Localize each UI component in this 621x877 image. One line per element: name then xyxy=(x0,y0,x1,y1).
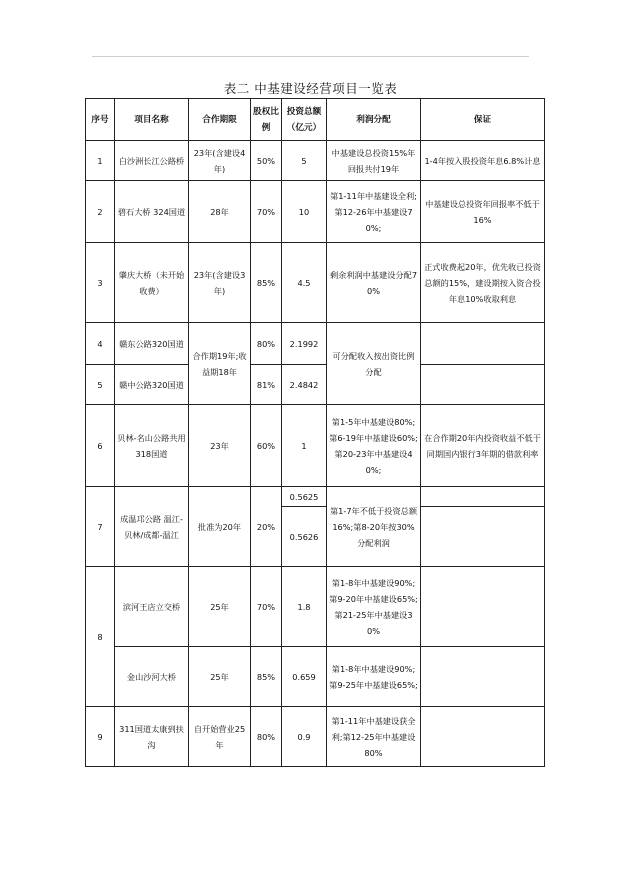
cell-no: 2 xyxy=(86,181,115,243)
cell-period: 23年(含建设3年) xyxy=(189,243,251,323)
cell-guarantee xyxy=(421,323,545,365)
cell-name: 赣中公路320国道 xyxy=(115,365,189,405)
cell-name: 赣东公路320国道 xyxy=(115,323,189,365)
header-name: 项目名称 xyxy=(115,99,189,141)
cell-equity: 70% xyxy=(251,567,282,647)
header-row xyxy=(86,99,545,141)
cell-name: 贝林-名山公路共用318国道 xyxy=(115,405,189,487)
header-period: 合作期限 xyxy=(189,99,251,141)
cell-guarantee xyxy=(421,487,545,507)
cell-guarantee: 中基建设总投资年回报率不低于16% xyxy=(421,181,545,243)
cell-no: 6 xyxy=(86,405,115,487)
cell-guarantee: 正式收费起20年，优先收已投资总额的15%，建设期按入资合投年息10%收取利息 xyxy=(421,243,545,323)
table-row xyxy=(86,365,545,405)
cell-profit: 剩余利润中基建设分配70% xyxy=(327,243,421,323)
cell-equity: 80% xyxy=(251,323,282,365)
cell-profit: 中基建设总投资15%年回报共付19年 xyxy=(327,141,421,181)
cell-guarantee: 1-4年按入股投资年息6.8%计息 xyxy=(421,141,545,181)
cell-profit: 第1-8年中基建设90%;第9-25年中基建设65%; xyxy=(327,647,421,707)
cell-name: 白沙洲长江公路桥 xyxy=(115,141,189,181)
cell-period: 批准为20年 xyxy=(189,487,251,567)
table-row xyxy=(86,181,545,243)
cell-invest: 2.4842 xyxy=(282,365,327,405)
cell-period: 25年 xyxy=(189,567,251,647)
cell-profit: 第1-5年中基建设80%;第6-19年中基建设60%;第20-23年中基建设40%; xyxy=(327,405,421,487)
cell-invest: 10 xyxy=(282,181,327,243)
cell-period: 23年 xyxy=(189,405,251,487)
table-row xyxy=(86,567,545,647)
cell-profit: 第1-11年中基建设全利;第12-26年中基建设70%; xyxy=(327,181,421,243)
cell-no: 1 xyxy=(86,141,115,181)
table-row xyxy=(86,323,545,365)
cell-invest: 0.5625 xyxy=(282,487,327,507)
header-profit: 利润分配 xyxy=(327,99,421,141)
cell-invest: 0.5626 xyxy=(282,507,327,567)
cell-profit: 第1-7年不低于投资总额16%;第8-20年按30%分配利润 xyxy=(327,487,421,567)
cell-name: 滨河王店立交桥 xyxy=(115,567,189,647)
cell-equity: 85% xyxy=(251,243,282,323)
table-row xyxy=(86,243,545,323)
cell-invest: 1 xyxy=(282,405,327,487)
cell-no: 9 xyxy=(86,707,115,767)
cell-equity: 80% xyxy=(251,707,282,767)
cell-period: 28年 xyxy=(189,181,251,243)
cell-guarantee xyxy=(421,707,545,767)
cell-no: 3 xyxy=(86,243,115,323)
cell-no: 4 xyxy=(86,323,115,365)
cell-invest: 4.5 xyxy=(282,243,327,323)
cell-equity: 60% xyxy=(251,405,282,487)
cell-invest: 0.9 xyxy=(282,707,327,767)
table-row xyxy=(86,647,545,707)
cell-no: 8 xyxy=(86,567,115,707)
cell-guarantee: 在合作期20年内投资收益不低于同期国内银行3年期的借款利率 xyxy=(421,405,545,487)
cell-period: 23年(含建设4年) xyxy=(189,141,251,181)
cell-guarantee xyxy=(421,365,545,405)
cell-profit: 可分配收入按出资比例分配 xyxy=(327,323,421,405)
cell-guarantee xyxy=(421,647,545,707)
table-row xyxy=(86,405,545,487)
top-rule xyxy=(92,56,529,57)
cell-profit: 第1-11年中基建设获全利;第12-25年中基建设80% xyxy=(327,707,421,767)
cell-equity: 50% xyxy=(251,141,282,181)
project-table xyxy=(85,98,545,767)
table-row xyxy=(86,707,545,767)
cell-no: 7 xyxy=(86,487,115,567)
page-title: 表二 中基建设经营项目一览表 xyxy=(223,81,398,96)
cell-equity: 81% xyxy=(251,365,282,405)
header-invest: 投资总额（亿元） xyxy=(282,99,327,141)
cell-invest: 2.1992 xyxy=(282,323,327,365)
cell-name: 金山沙河大桥 xyxy=(115,647,189,707)
cell-equity: 85% xyxy=(251,647,282,707)
header-no: 序号 xyxy=(86,99,115,141)
cell-invest: 0.659 xyxy=(282,647,327,707)
cell-no: 5 xyxy=(86,365,115,405)
cell-name: 碧石大桥 324国道 xyxy=(115,181,189,243)
cell-invest: 1.8 xyxy=(282,567,327,647)
cell-equity: 20% xyxy=(251,487,282,567)
header-equity: 股权比例 xyxy=(251,99,282,141)
cell-name: 成温邛公路 温江-贝林/成都-温江 xyxy=(115,487,189,567)
table-row xyxy=(86,141,545,181)
cell-guarantee xyxy=(421,567,545,647)
cell-guarantee xyxy=(421,507,545,567)
cell-period: 25年 xyxy=(189,647,251,707)
cell-period: 自开始营业25年 xyxy=(189,707,251,767)
table-row xyxy=(86,487,545,507)
header-guarantee: 保证 xyxy=(421,99,545,141)
cell-name: 311国道太康到扶沟 xyxy=(115,707,189,767)
cell-invest: 5 xyxy=(282,141,327,181)
cell-name: 肇庆大桥（未开始收费） xyxy=(115,243,189,323)
cell-equity: 70% xyxy=(251,181,282,243)
cell-period: 合作期19年;收益期18年 xyxy=(189,323,251,405)
cell-profit: 第1-8年中基建设90%;第9-20年中基建设65%;第21-25年中基建设30% xyxy=(327,567,421,647)
